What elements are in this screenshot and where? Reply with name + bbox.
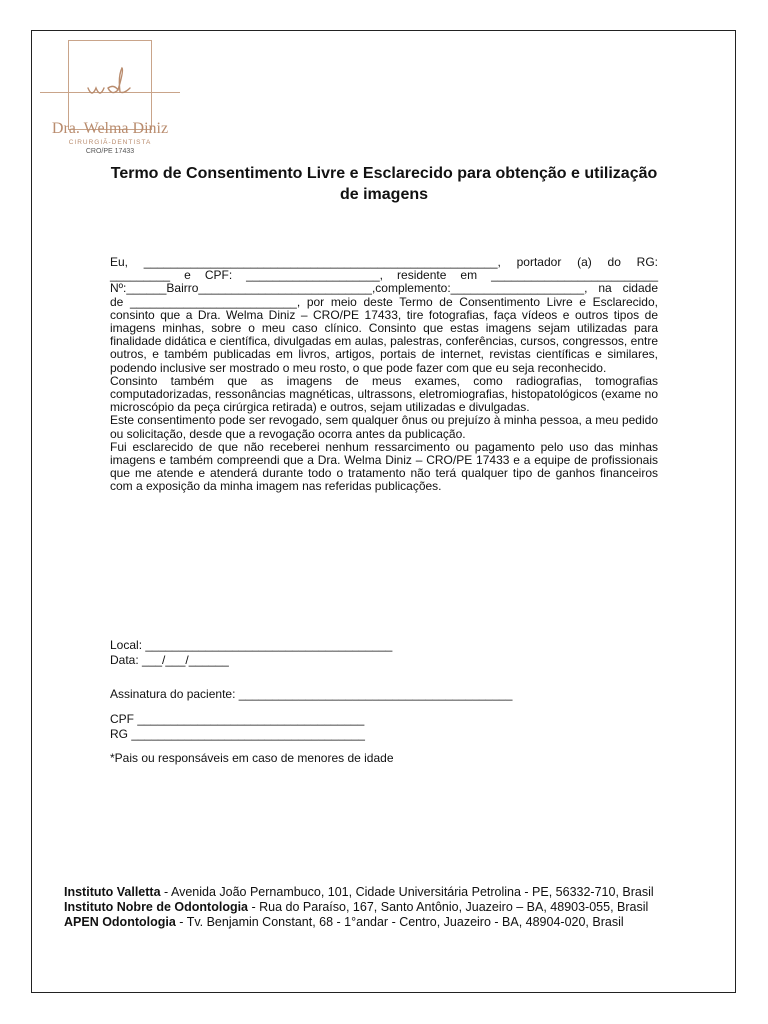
paragraph: Este consentimento pode ser revogado, sem qualquer ônus ou prejuízo à minha pessoa, a meu pedido ou solicitação, desde que a revogação ocorra antes da publicação.	[110, 413, 658, 441]
institute-address: - Avenida João Pernambuco, 101, Cidade Universitária Petrolina - PE, 56332-710, Brasil	[160, 885, 654, 899]
institute-name: Instituto Valletta	[64, 885, 161, 899]
cpf-field[interactable]: CPF __________________________________	[110, 712, 365, 726]
signature-field[interactable]: Assinatura do paciente: _________________________________________	[110, 687, 513, 701]
institute-name: APEN Odontologia	[64, 915, 176, 929]
footer-line	[64, 915, 654, 930]
date-field[interactable]: Data: ___/___/______	[110, 653, 229, 667]
institute-name: Instituto Nobre de Odontologia	[64, 900, 249, 914]
clinic-logo	[40, 40, 180, 160]
footer-addresses	[64, 885, 654, 930]
logo-name: Dra. Welma Diniz	[51, 120, 169, 137]
logo-cro: CRO/PE 17433	[85, 148, 135, 155]
guardian-note: *Pais ou responsáveis em caso de menores de idade	[110, 751, 394, 765]
paragraph: Fui esclarecido de que não receberei nenhum ressarcimento ou pagamento pelo uso das minhas imagens e também compreendi que a Dra. Welma Diniz – CRO/PE 17433 e a equipe de profissionais que me atende e atenderá durante todo o tratamento não terá qualquer tipo de ganhos financeiros com a exposição da minha imagem nas referidas publicações.	[110, 439, 658, 494]
signature-fields	[110, 638, 512, 766]
document-title: Termo de Consentimento Livre e Esclarecido para obtenção e utilização de imagens	[110, 165, 658, 203]
logo-subtitle: CIRURGIÃ-DENTISTA	[68, 139, 152, 146]
paragraph: Eu, _____________________________________________________, portador (a) do RG: _________ e CPF: ____________________, residente em _________________________ Nº:______Bairro__________________________,complemento:____________________, na cidade de _________________________, por meio deste Termo de Consentimento Livre e Esclarecido, consinto que a Dra. Welma Diniz – CRO/PE 17433, tire fotografias, faça vídeos e outros tipos de imagens minhas, sobre o meu caso clínico. Consinto que estas imagens sejam utilizadas para finalidade didática e científica, divulgadas em aulas, palestras, conferências, cursos, congressos, entre outros, e também publicadas em livros, artigos, portais de internet, revistas científicas e similares, podendo inclusive ser mostrado o meu rosto, o que pode fazer com que eu seja reconhecido.	[110, 255, 658, 375]
monogram-icon	[84, 66, 140, 106]
footer-line	[64, 900, 654, 915]
consent-body	[110, 256, 658, 494]
paragraph: Consinto também que as imagens de meus exames, como radiografias, tomografias computadorizadas, ressonâncias magnéticas, ultrassons, eletromiografias, histopatológicos (exame no microscópio da peça cirúrgica retirada) e outros, sejam utilizadas e divulgadas.	[110, 373, 658, 415]
footer-line	[64, 885, 654, 900]
local-field[interactable]: Local: _____________________________________	[110, 638, 393, 652]
institute-address: - Rua do Paraíso, 167, Santo Antônio, Juazeiro – BA, 48903-055, Brasil	[248, 900, 649, 914]
rg-field[interactable]: RG ___________________________________	[110, 727, 365, 741]
institute-address: - Tv. Benjamin Constant, 68 - 1°andar - Centro, Juazeiro - BA, 48904-020, Brasil	[175, 915, 624, 929]
